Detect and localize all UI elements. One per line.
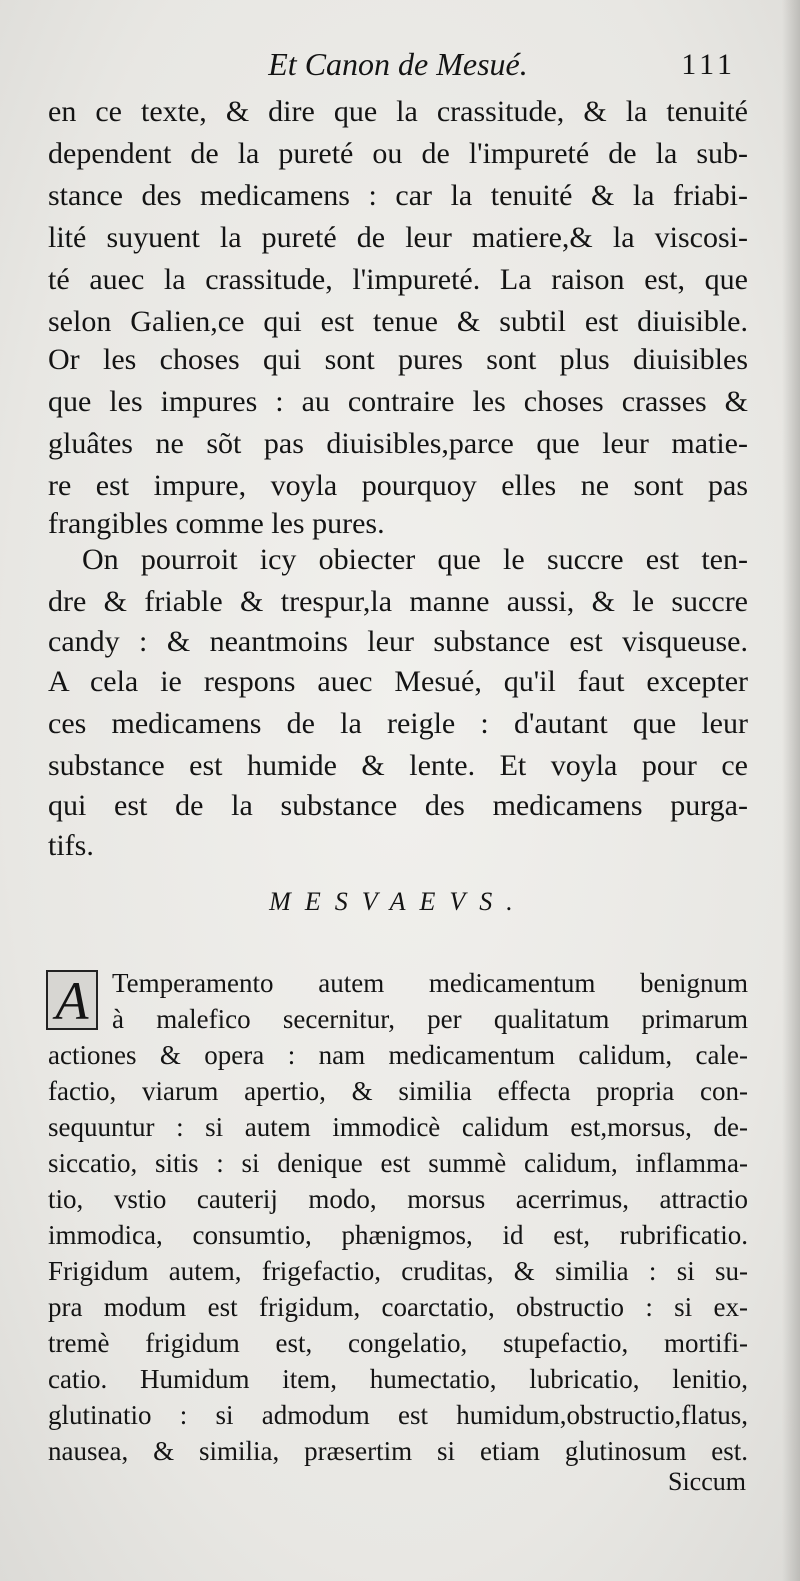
text-line: stance des medicamens : car la tenuité & la friabi-: [48, 179, 748, 212]
text-line: A cela ie respons auec Mesué, qu'il faut excepter: [48, 665, 748, 698]
latin-line: Frigidum autem, frigefactio, cruditas, & similia : si su-: [48, 1256, 748, 1286]
latin-line: tio, vstio cauterij modo, morsus acerrimus, attractio: [48, 1184, 748, 1214]
page-header: [48, 42, 748, 92]
latin-line: catio. Humidum item, humectatio, lubricatio, lenitio,: [48, 1364, 748, 1394]
text-line: té auec la crassitude, l'impureté. La raison est, que: [48, 263, 748, 296]
latin-line: pra modum est frigidum, coarctatio, obstructio : si ex-: [48, 1292, 748, 1322]
text-line: re est impure, voyla pourquoy elles ne sont pas: [48, 469, 748, 502]
latin-line: actiones & opera : nam medicamentum calidum, cale-: [48, 1040, 748, 1070]
catchword: Siccum: [668, 1467, 746, 1496]
latin-line: tremè frigidum est, congelatio, stupefactio, mortifi-: [48, 1328, 748, 1358]
text-line: dre & friable & trespur,la manne aussi, & le succre: [48, 585, 748, 618]
text-line: frangibles comme les pures.: [48, 507, 385, 540]
section-heading: MESVAEVS.: [269, 887, 527, 916]
latin-line: immodica, consumtio, phænigmos, id est, rubrificatio.: [48, 1220, 748, 1250]
text-line: substance est humide & lente. Et voyla pour ce: [48, 749, 748, 782]
text-line: que les impures : au contraire les choses crasses &: [48, 385, 748, 418]
text-line: selon Galien,ce qui est tenue & subtil est diuisible.: [48, 305, 748, 338]
text-line: candy : & neantmoins leur substance est visqueuse.: [48, 625, 748, 658]
text-line: tifs.: [48, 829, 94, 862]
decorated-initial: A: [46, 970, 98, 1030]
text-line: en ce texte, & dire que la crassitude, & la tenuité: [48, 95, 748, 128]
latin-line: siccatio, sitis : si denique est summè calidum, inflamma-: [48, 1148, 748, 1178]
running-title: Et Canon de Mesué.: [268, 46, 528, 82]
text-line: On pourroit icy obiecter que le succre est ten-: [82, 543, 748, 576]
text-line: dependent de la pureté ou de l'impureté de la sub-: [48, 137, 748, 170]
latin-line: nausea, & similia, præsertim si etiam glutinosum est.: [48, 1436, 748, 1466]
page-edge-shadow: [782, 0, 800, 1581]
latin-line: à malefico secernitur, per qualitatum primarum: [112, 1004, 748, 1034]
latin-line: glutinatio : si admodum est humidum,obstructio,flatus,: [48, 1400, 748, 1430]
text-line: qui est de la substance des medicamens purga-: [48, 789, 748, 822]
text-line: gluâtes ne sõt pas diuisibles,parce que leur matie-: [48, 427, 748, 460]
text-line: ces medicamens de la reigle : d'autant que leur: [48, 707, 748, 740]
text-line: lité suyuent la pureté de leur matiere,& la viscosi-: [48, 221, 748, 254]
latin-line: sequuntur : si autem immodicè calidum est,morsus, de-: [48, 1112, 748, 1142]
text-line: Or les choses qui sont pures sont plus diuisibles: [48, 343, 748, 376]
page-number: 111: [681, 48, 736, 81]
latin-line: Temperamento autem medicamentum benignum: [112, 968, 748, 998]
latin-line: factio, viarum apertio, & similia effecta propria con-: [48, 1076, 748, 1106]
